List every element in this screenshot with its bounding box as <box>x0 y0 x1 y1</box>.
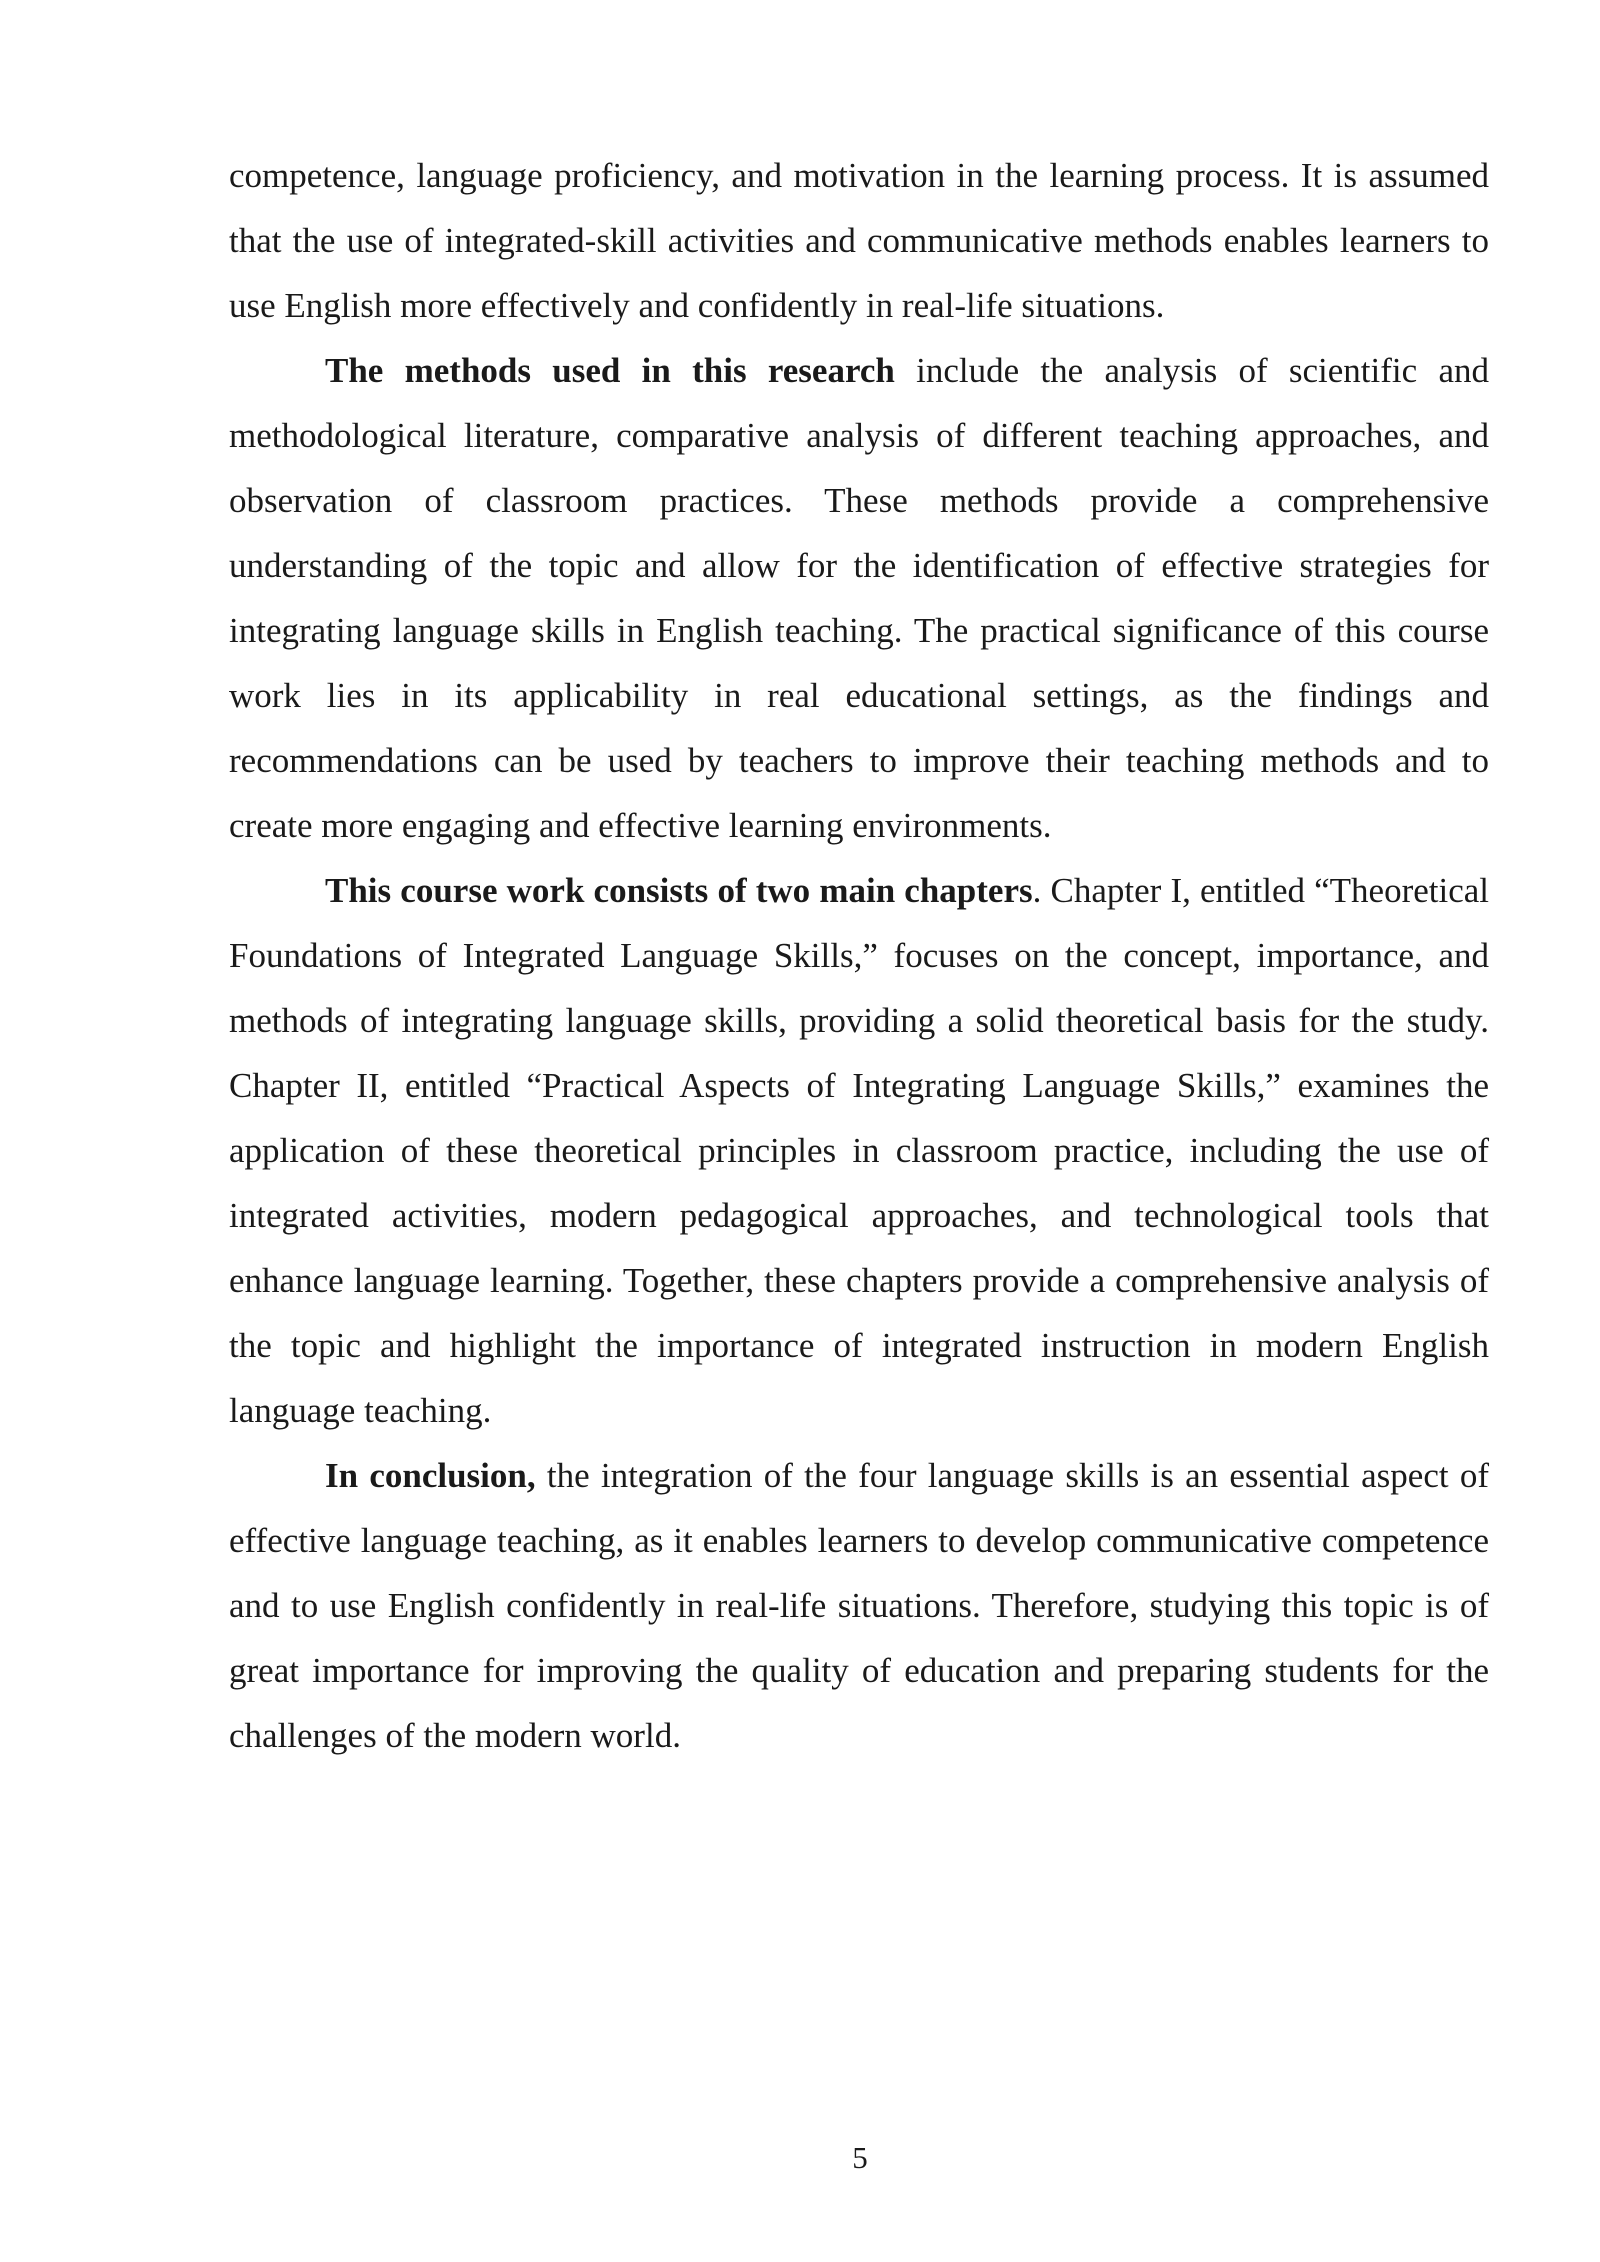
paragraph-lead-heading: In conclusion, <box>325 1456 536 1495</box>
paragraph-text: the integration of the four language skills is an essential aspect of effective language teaching, as it enables learners to develop communicative competence and to use English confidently in real-life situations. Therefore, studying this topic is of great importance for improving the quality of education and preparing students for the challenges of the modern world. <box>229 1456 1489 1755</box>
paragraph-conclusion <box>229 1443 1489 1768</box>
paragraph-lead-heading: This course work consists of two main chapters <box>325 871 1033 910</box>
paragraph-hypothesis-continuation <box>229 143 1489 338</box>
body-text <box>229 143 1489 1768</box>
page-number: 5 <box>852 2140 868 2175</box>
paragraph-research-methods <box>229 338 1489 858</box>
paragraph-text: competence, language proficiency, and motivation in the learning process. It is assumed that the use of integrated-skill activities and communicative methods enables learners to use English more effectively and confidently in real-life situations. <box>229 156 1489 325</box>
paragraph-structure <box>229 858 1489 1443</box>
paragraph-lead-heading: The methods used in this research <box>325 351 895 390</box>
paragraph-text: . Chapter I, entitled “Theoretical Foundations of Integrated Language Skills,” focuses on the concept, importance, and methods of integrating language skills, providing a solid theoretical basis for the study. Chapter II, entitled “Practical Aspects of Integrating Language Skills,” examines the application of these theoretical principles in classroom practice, including the use of integrated activities, modern pedagogical approaches, and technological tools that enhance language learning. Together, these chapters provide a comprehensive analysis of the topic and highlight the importance of integrated instruction in modern English language teaching. <box>229 871 1489 1430</box>
paragraph-text: include the analysis of scientific and methodological literature, comparative analysis of different teaching approaches, and observation of classroom practices. These methods provide a comprehensive understanding of the topic and allow for the identification of effective strategies for integrating language skills in English teaching. The practical significance of this course work lies in its applicability in real educational settings, as the findings and recommendations can be used by teachers to improve their teaching methods and to create more engaging and effective learning environments. <box>229 351 1489 845</box>
